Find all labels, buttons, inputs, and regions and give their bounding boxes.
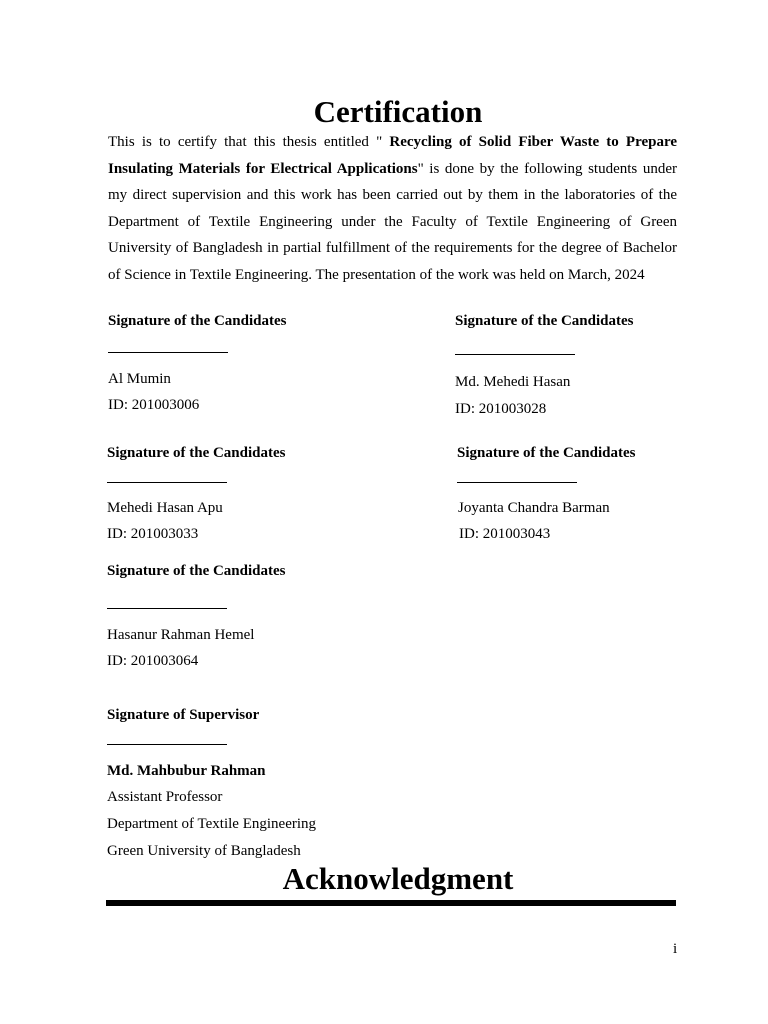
candidate-id: ID: 201003006 xyxy=(108,397,200,413)
candidate-id: ID: 201003064 xyxy=(107,653,199,669)
candidate-signature-block xyxy=(455,311,634,419)
certification-intro: This is to certify that this thesis entitled " xyxy=(108,134,390,150)
candidate-signature-block xyxy=(107,443,286,544)
candidate-name: Hasanur Rahman Hemel xyxy=(107,627,255,643)
certification-paragraph xyxy=(108,129,677,289)
candidate-name: Md. Mehedi Hasan xyxy=(455,374,571,390)
signature-line xyxy=(457,482,577,483)
thesis-title: Recycling of Solid Fiber Waste to Prepare Insulating Materials for Electrical Applications xyxy=(108,134,678,177)
signature-heading: Signature of the Candidates xyxy=(457,445,636,461)
candidate-signature-block xyxy=(107,561,286,671)
candidate-signature-block xyxy=(108,311,287,415)
signature-line xyxy=(107,744,227,745)
signature-heading: Signature of the Candidates xyxy=(107,445,286,461)
heading-rule xyxy=(106,900,676,906)
candidate-id: ID: 201003043 xyxy=(459,526,551,542)
supervisor-name: Md. Mahbubur Rahman xyxy=(107,763,266,779)
supervisor-university: Green University of Bangladesh xyxy=(107,843,301,859)
candidate-name: Mehedi Hasan Apu xyxy=(107,500,223,516)
supervisor-signature-heading: Signature of Supervisor xyxy=(107,707,260,723)
signature-line xyxy=(107,482,227,483)
page-number: i xyxy=(673,941,678,957)
signature-heading: Signature of the Candidates xyxy=(107,563,286,579)
candidate-id: ID: 201003033 xyxy=(107,526,199,542)
signature-line xyxy=(455,354,575,355)
signature-line xyxy=(108,352,228,353)
certification-body: " is done by the following students under my direct supervision and this work has been carried out by them in the laboratories of the Department of Textile Engineering under the Faculty of Textile Engineering of Green University of Bangladesh in partial fulfillment of the requirements for the degree of Bachelor of Science in Textile Engineering. The presentation of the work was held on March, 2024 xyxy=(108,160,678,283)
candidate-name: Joyanta Chandra Barman xyxy=(458,500,610,516)
signature-heading: Signature of the Candidates xyxy=(108,313,287,329)
certification-title: Certification xyxy=(313,94,483,129)
candidate-name: Al Mumin xyxy=(108,371,171,387)
signature-line xyxy=(107,608,227,609)
supervisor-designation: Assistant Professor xyxy=(107,789,223,805)
candidate-signature-block xyxy=(457,443,636,544)
acknowledgment-title: Acknowledgment xyxy=(282,861,514,896)
supervisor-signature-block xyxy=(107,705,316,861)
candidate-id: ID: 201003028 xyxy=(455,401,547,417)
supervisor-department: Department of Textile Engineering xyxy=(107,816,317,832)
signature-heading: Signature of the Candidates xyxy=(455,313,634,329)
